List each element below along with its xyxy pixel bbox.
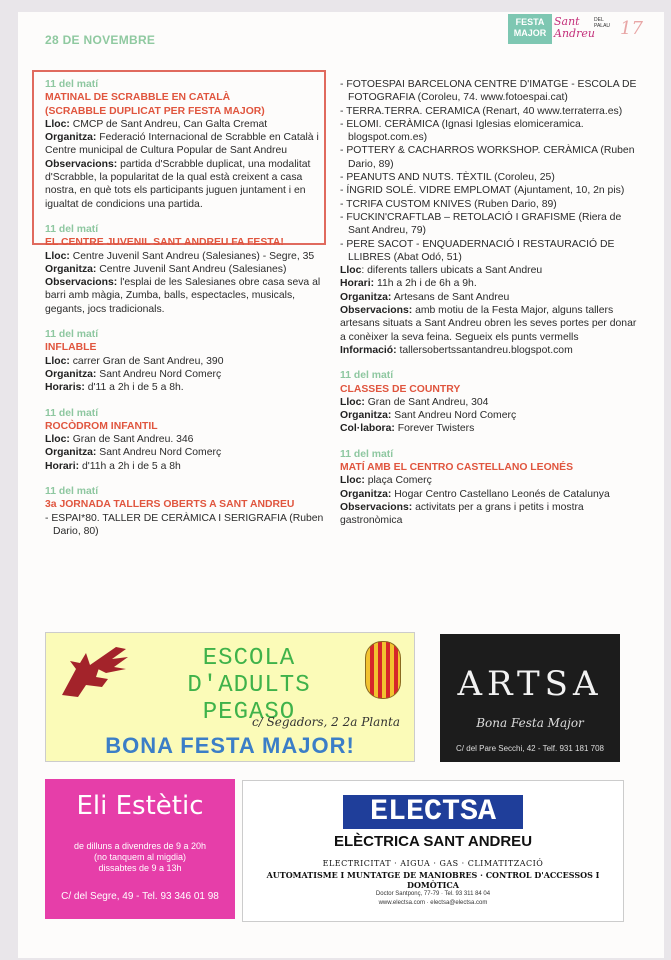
tallers-details (340, 264, 640, 357)
electsa-brand: ELECTSA (343, 795, 523, 829)
event-place: Lloc: Gran de Sant Andreu. 346 (45, 434, 194, 446)
event-time: 11 del matí (45, 407, 99, 419)
event-place: Lloc: Gran de Sant Andreu, 304 (340, 396, 489, 408)
page-number: 17 (620, 18, 643, 39)
electsa-subtitle: ELÈCTRICA SANT ANDREU (333, 833, 533, 850)
list-item: - PERE SACOT - ENQUADERNACIÓ I RESTAURACIÓ DE LLIBRES (Abat Odó, 51) (340, 238, 615, 263)
event-info: Informació: tallersobertssantandreu.blogspot.com (340, 344, 573, 356)
event-title: CLASSES DE COUNTRY (340, 383, 461, 395)
ad-electsa (242, 780, 624, 922)
event-hours: Horari: 11h a 2h i de 6h a 9h. (340, 278, 477, 290)
electsa-web: www.electsa.com · electsa@electsa.com (378, 900, 488, 906)
event-hours: Horari: d'11h a 2h i de 5 a 8h (45, 460, 181, 472)
event-title: INFLABLE (45, 342, 97, 354)
left-column (45, 78, 327, 550)
logo-small-text: DEL PALAU (594, 17, 611, 29)
list-item: - TCRIFA CUSTOM KNIVES (Ruben Dario, 89) (340, 198, 557, 210)
event-title: EL CENTRE JUVENIL SANT ANDREU FA FESTA! (45, 237, 284, 249)
event-castellano-leones (340, 448, 640, 528)
eli-hours: de dilluns a divendres de 9 a 20h (no tanquem al migdia) dissabtes de 9 a 13h (73, 841, 207, 873)
event-time: 11 del matí (45, 486, 99, 498)
ad-artsa (440, 634, 620, 762)
event-title: MATÍ AMB EL CENTRO CASTELLANO LEONÉS (340, 462, 574, 474)
eli-address: C/ del Segre, 49 - Tel. 93 346 01 98 (61, 891, 219, 902)
event-rocodrom (45, 407, 327, 473)
event-notes: Observacions: l'esplai de les Salesianes obre casa seva al barri amb màgia, Zumba, balls, espectacles, musicals, gegants, jocs tradicionals. (45, 277, 321, 315)
pegaso-slogan: BONA FESTA MAJOR! (105, 733, 355, 758)
event-notes: Observacions: activitats per a grans i petits i mostra gastronòmica (340, 501, 584, 527)
logo-festa-major-block: FESTA MAJOR (508, 14, 552, 44)
event-scrabble (45, 78, 327, 211)
event-organizer: Organitza: Hogar Centro Castellano Leonés de Catalunya (340, 488, 610, 500)
event-title: 3a JORNADA TALLERS OBERTS A SANT ANDREU (45, 499, 295, 511)
ad-eli-estetic (45, 779, 235, 919)
page-date: 28 DE NOVEMBRE (45, 33, 156, 47)
magazine-page (18, 12, 664, 958)
event-title: ROCÒDROM INFANTIL (45, 420, 158, 432)
generalitat-seal-icon (365, 641, 401, 699)
event-organizer: Organitza: Sant Andreu Nord Comerç (45, 368, 222, 380)
pegaso-title: ESCOLA D'ADULTS PEGASO (187, 645, 311, 726)
list-item: - FUCKIN'CRAFTLAB – RETOLACIÓ I GRAFISME (Riera de Sant Andreu, 79) (340, 211, 622, 237)
event-time: 11 del matí (340, 370, 394, 382)
event-collaborator: Col·labora: Forever Twisters (340, 423, 475, 435)
event-inflable (45, 328, 327, 394)
event-centre-juvenil (45, 223, 327, 316)
event-organizer: Organitza: Centre Juvenil Sant Andreu (Salesianes) (45, 263, 287, 275)
festa-major-logo (508, 14, 616, 44)
event-place: Lloc: diferents tallers ubicats a Sant Andreu (340, 265, 543, 277)
event-notes: Observacions: amb motiu de la Festa Major, alguns tallers artesans situats a Sant Andreu obren les seves portes per donar a conèixer la seva feina. Segueix els punts vermells (340, 305, 637, 343)
event-hours: Horaris: d'11 a 2h i de 5 a 8h. (45, 382, 184, 394)
event-country (340, 369, 640, 435)
pegasus-logo-icon (56, 643, 132, 703)
list-item: - POTTERY & CACHARROS WORKSHOP. CERÀMICA (Ruben Dario, 89) (340, 145, 635, 170)
event-subtitle: (SCRABBLE DUPLICAT PER FESTA MAJOR) (45, 105, 265, 117)
event-organizer: Organitza: Sant Andreu Nord Comerç (45, 447, 222, 459)
artsa-address: C/ del Pare Secchi, 42 - Telf. 931 181 708 (456, 744, 604, 753)
eli-name: Eli Estètic (76, 791, 204, 821)
right-column (340, 78, 640, 540)
ad-escola-pegaso (45, 632, 415, 762)
event-place: Lloc: plaça Comerç (340, 475, 432, 487)
pegaso-address: c/ Segadors, 2 2a Planta (252, 715, 400, 729)
event-organizer: Organitza: Sant Andreu Nord Comerç (340, 410, 517, 422)
workshop-list-continued (340, 78, 640, 264)
event-title: MATINAL DE SCRABBLE EN CATALÀ (45, 92, 231, 104)
event-place: Lloc: CMCP de Sant Andreu, Can Galta Cremat (45, 118, 268, 130)
logo-sant-andreu: Sant Andreu (554, 15, 595, 40)
list-item: - ESPAI*80. TALLER DE CERÀMICA I SERIGRAFIA (Ruben Dario, 80) (45, 512, 324, 537)
event-organizer: Organitza: Federació Internacional de Scrabble en Català i Centre municipal de Cultura Popular de Sant Andreu (45, 132, 319, 157)
event-time: 11 del matí (45, 329, 99, 341)
event-tallers-oberts (45, 485, 327, 538)
electsa-services-2: AUTOMATISME I MUNTATGE DE MANIOBRES · CONTROL D'ACCESSOS I DOMÒTICA (266, 870, 600, 890)
list-item: - ELOMI. CERÀMICA (Ignasi Iglesias elomiceramica. blogspot.com.es) (340, 118, 584, 144)
event-notes: Observacions: partida d'Scrabble duplicat, una modalitat d'Scrabble, la popularitat de la qual està creixent a casa nostra, en què tots els participants juguen juntament i en igualtat de condicions una partida. (45, 158, 311, 210)
electsa-address: Doctor Santponç, 77-79 · Tel. 93 311 84 04 (375, 891, 491, 897)
event-organizer: Organitza: Artesans de Sant Andreu (340, 291, 510, 303)
list-item: - TERRA.TERRA. CERAMICA (Renart, 40 www.terraterra.es) (340, 105, 623, 117)
event-time: 11 del matí (45, 79, 99, 90)
list-item: - ÍNGRID SOLÉ. VIDRE EMPLOMAT (Ajuntament, 10, 2n pis) (340, 185, 625, 197)
event-place: Lloc: carrer Gran de Sant Andreu, 390 (45, 355, 224, 367)
artsa-slogan: Bona Festa Major (476, 716, 584, 730)
electsa-services: ELECTRICITAT · AIGUA · GAS · CLIMATITZACIÓ (322, 859, 544, 868)
event-time: 11 del matí (340, 448, 394, 460)
list-item: - PEANUTS AND NUTS. TÈXTIL (Coroleu, 25) (340, 172, 555, 184)
event-place: Lloc: Centre Juvenil Sant Andreu (Salesianes) - Segre, 35 (45, 250, 315, 262)
artsa-name: ARTSA (457, 664, 603, 704)
list-item: - FOTOESPAI BARCELONA CENTRE D'IMATGE - ESCOLA DE FOTOGRAFIA (Coroleu, 74. www.fotoespai.cat) (340, 79, 637, 104)
event-time: 11 del matí (45, 223, 99, 235)
workshop-list (45, 512, 327, 539)
